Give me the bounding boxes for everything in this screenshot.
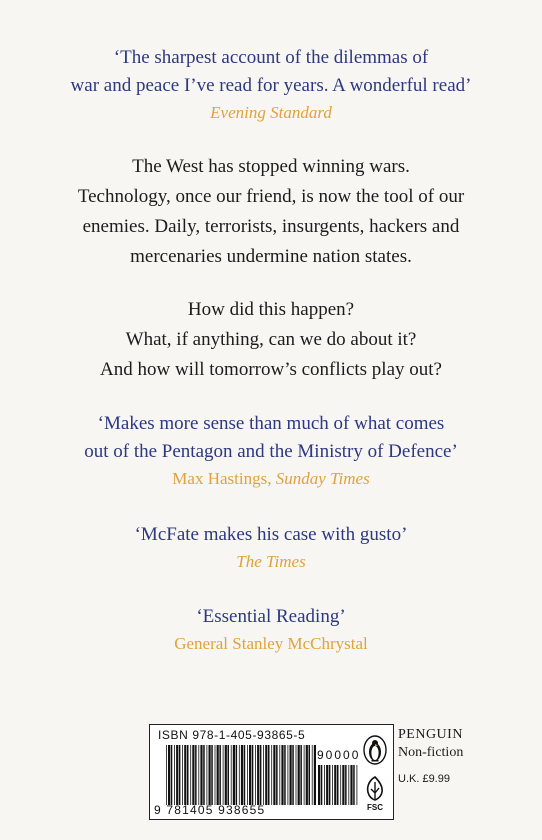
quote-max-hastings — [0, 410, 542, 492]
barcode-bar — [350, 765, 352, 805]
quote-line: ‘The sharpest account of the dilemmas of — [113, 47, 429, 68]
barcode-bar — [257, 745, 259, 805]
barcode-bar — [219, 745, 221, 805]
quote-source: Evening Standard — [210, 103, 332, 122]
barcode-bar — [321, 765, 323, 805]
addon-code-text: 90000 — [317, 748, 361, 762]
barcode-bar — [304, 745, 305, 805]
barcode-bar — [200, 745, 202, 805]
questions-paragraph — [0, 295, 542, 385]
barcode-bar — [268, 745, 270, 805]
publisher-imprint — [398, 726, 538, 786]
fsc-logo-icon — [362, 775, 388, 813]
penguin-logo-icon — [363, 735, 387, 765]
quote-source: General Stanley McChrystal — [174, 634, 368, 653]
barcode-bar — [329, 765, 331, 805]
barcode-bar — [265, 745, 267, 805]
barcode-bar — [217, 745, 219, 805]
barcode-bar — [203, 745, 205, 805]
barcode-bar — [288, 745, 289, 805]
question-line: What, if anything, can we do about it? — [125, 329, 417, 350]
isbn-text: ISBN 978-1-405-93865-5 — [158, 728, 306, 742]
barcode-bar — [345, 765, 347, 805]
barcode-bar — [279, 745, 280, 805]
question-line: How did this happen? — [187, 299, 355, 320]
barcode-bar — [334, 765, 336, 805]
barcode-bar — [353, 765, 355, 805]
barcode-bar — [211, 745, 213, 805]
barcode-bar — [228, 745, 230, 805]
barcode-bar — [231, 745, 232, 805]
quote-line: war and peace I’ve read for years. A wonderful read’ — [70, 75, 472, 96]
barcode-bar — [296, 745, 297, 805]
price-label: U.K. £9.99 — [398, 773, 450, 785]
quote-the-times — [0, 521, 542, 575]
barcode-box — [149, 724, 394, 820]
blurb-line: mercenaries undermine nation states. — [130, 246, 412, 267]
barcode-bar — [298, 745, 300, 805]
barcode-bar — [198, 745, 199, 805]
barcode-bar — [314, 745, 316, 805]
barcode-bar — [176, 745, 178, 805]
barcode-bar — [276, 745, 278, 805]
quote-source: The Times — [236, 552, 306, 571]
barcode-bar — [239, 745, 240, 805]
barcode-bar — [184, 745, 186, 805]
barcode-bar — [312, 745, 313, 805]
barcode-bar — [207, 745, 208, 805]
barcode-bar — [357, 765, 358, 805]
barcode-bar — [179, 745, 181, 805]
barcode-bar — [249, 745, 251, 805]
barcode-bar — [300, 745, 302, 805]
barcode-bar — [166, 745, 167, 805]
barcode-bar — [348, 765, 349, 805]
barcode-bar — [271, 745, 272, 805]
blurb-line: Technology, once our friend, is now the tool of our — [77, 186, 465, 207]
quote-line: ‘Essential Reading’ — [196, 606, 346, 627]
barcode-bar — [342, 765, 344, 805]
publisher-name: PENGUIN — [398, 727, 463, 742]
quote-line: ‘McFate makes his case with gusto’ — [134, 524, 408, 545]
barcode-digits: 9 781405 938655 — [154, 803, 266, 817]
barcode-bar — [340, 765, 341, 805]
barcode-bar — [252, 745, 254, 805]
addon-barcode-bars — [318, 765, 358, 805]
barcode-bar — [290, 745, 292, 805]
barcode-bar — [309, 745, 311, 805]
barcode-bar — [195, 745, 197, 805]
quote-mcchrystal — [0, 603, 542, 657]
barcode-bars — [166, 745, 316, 805]
barcode-bar — [233, 745, 235, 805]
barcode-bar — [223, 745, 224, 805]
barcode-bar — [241, 745, 243, 805]
barcode-bar — [318, 765, 320, 805]
barcode-bar — [260, 745, 262, 805]
svg-text:FSC: FSC — [367, 803, 383, 812]
barcode-bar — [326, 765, 328, 805]
barcode-bar — [337, 765, 339, 805]
barcode-bar — [168, 745, 170, 805]
category-label: Non-fiction — [398, 745, 464, 760]
quote-line: ‘Makes more sense than much of what comes — [97, 413, 445, 434]
barcode-bar — [215, 745, 216, 805]
blurb-line: The West has stopped winning wars. — [132, 156, 410, 177]
barcode-bar — [192, 745, 194, 805]
barcode-bar — [292, 745, 294, 805]
barcode-bar — [273, 745, 275, 805]
barcode-bar — [306, 745, 308, 805]
barcode-bar — [324, 765, 325, 805]
barcode-bar — [332, 765, 333, 805]
quote-line: out of the Pentagon and the Ministry of Defence’ — [84, 441, 458, 462]
barcode-bar — [225, 745, 227, 805]
barcode-bar — [190, 745, 191, 805]
barcode-bar — [255, 745, 256, 805]
barcode-bar — [263, 745, 264, 805]
barcode-bar — [209, 745, 211, 805]
barcode-bar — [182, 745, 183, 805]
blurb-paragraph — [0, 152, 542, 272]
blurb-line: enemies. Daily, terrorists, insurgents, hackers and — [82, 216, 460, 237]
barcode-bar — [174, 745, 175, 805]
barcode-bar — [244, 745, 246, 805]
barcode-bar — [247, 745, 248, 805]
quote-source: Max Hastings, Sunday Times — [172, 469, 370, 488]
barcode-bar — [281, 745, 283, 805]
barcode-bar — [171, 745, 173, 805]
question-line: And how will tomorrow’s conflicts play out? — [100, 359, 442, 380]
barcode-bar — [187, 745, 189, 805]
barcode-bar — [284, 745, 286, 805]
barcode-bar — [236, 745, 238, 805]
quote-evening-standard — [0, 44, 542, 126]
